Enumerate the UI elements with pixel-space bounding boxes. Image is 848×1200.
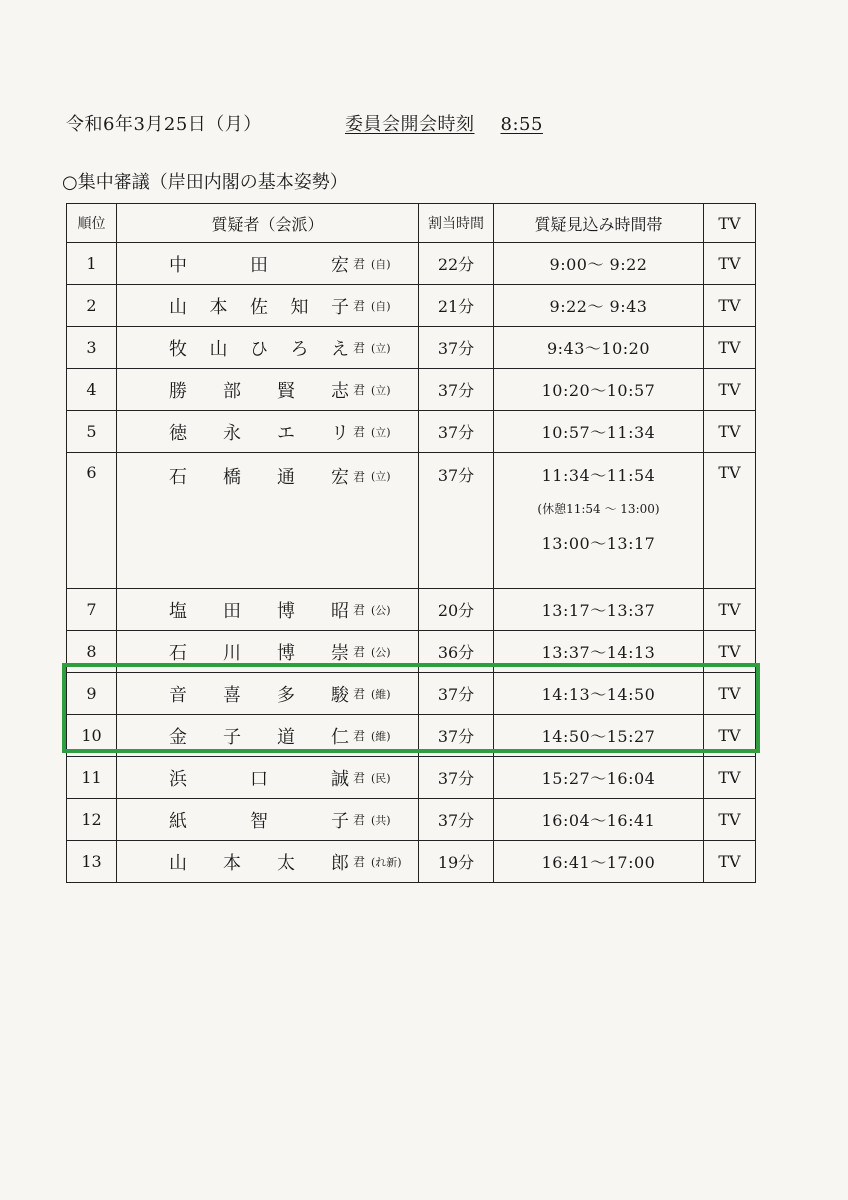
questioner-name: 牧山ひろえ [169, 338, 349, 360]
rank-cell: 11 [67, 757, 117, 799]
allocated-time-cell: 37分 [419, 369, 494, 411]
questioner-name: 紙智子 [169, 810, 349, 832]
time-slot-cell [494, 453, 704, 589]
time-slot: 16:41～17:00 [541, 853, 656, 872]
party-label: (維) [371, 687, 391, 701]
time-slot-cell [494, 243, 704, 285]
table-row [67, 673, 756, 715]
time-slot: 13:17～13:37 [541, 601, 656, 620]
questioner-cell [117, 757, 419, 799]
tv-cell: TV [704, 589, 756, 631]
honorific-suffix: 君 [353, 771, 366, 785]
questioner-cell [117, 369, 419, 411]
table-header-row [67, 204, 756, 243]
party-label: (立) [371, 383, 391, 397]
tv-cell: TV [704, 285, 756, 327]
opening-time-value: 8:55 [500, 114, 543, 135]
honorific-suffix: 君 [353, 729, 366, 743]
table-row [67, 841, 756, 883]
honorific-suffix: 君 [353, 425, 366, 439]
opening-time-line [345, 110, 543, 136]
column-header-rank: 順位 [67, 204, 117, 243]
honorific-suffix: 君 [353, 257, 366, 271]
party-label: (れ新) [371, 855, 402, 869]
honorific-suffix: 君 [353, 383, 366, 397]
time-slot: 9:22～ 9:43 [549, 297, 648, 316]
section-title: ○集中審議（岸田内閣の基本姿勢） [62, 172, 348, 193]
allocated-time-cell: 19分 [419, 841, 494, 883]
rank-cell: 1 [67, 243, 117, 285]
questioner-cell [117, 589, 419, 631]
tv-cell: TV [704, 369, 756, 411]
rank-cell: 12 [67, 799, 117, 841]
column-header-time-slot: 質疑見込み時間帯 [494, 204, 704, 243]
opening-time-label: 委員会開会時刻 [345, 114, 475, 135]
rank-cell: 5 [67, 411, 117, 453]
party-label: (民) [371, 771, 391, 785]
honorific-suffix: 君 [353, 603, 366, 617]
party-label: (公) [371, 645, 391, 659]
allocated-time-cell: 20分 [419, 589, 494, 631]
questioner-cell [117, 243, 419, 285]
rank-cell: 6 [67, 453, 117, 589]
questioner-name: 山本佐知子 [169, 296, 349, 318]
honorific-suffix: 君 [353, 855, 366, 869]
table-row [67, 453, 756, 589]
time-slot: 9:43～10:20 [546, 339, 651, 358]
rank-cell: 2 [67, 285, 117, 327]
questioner-name: 金子道仁 [169, 726, 349, 748]
questioner-cell [117, 631, 419, 673]
time-slot: 14:13～14:50 [541, 685, 656, 704]
recess-note: (休憩11:54 ～ 13:00) [537, 502, 660, 516]
questioner-cell [117, 841, 419, 883]
allocated-time-cell: 37分 [419, 327, 494, 369]
questioner-name: 音喜多駿 [169, 684, 349, 706]
time-slot-cell [494, 799, 704, 841]
questioner-name: 石橋通宏 [169, 467, 349, 488]
tv-cell: TV [704, 631, 756, 673]
questioner-cell [117, 799, 419, 841]
rank-cell: 13 [67, 841, 117, 883]
allocated-time-cell: 37分 [419, 757, 494, 799]
party-label: (公) [371, 603, 391, 617]
allocated-time-cell: 37分 [419, 411, 494, 453]
time-slot-cell [494, 285, 704, 327]
party-label: (立) [371, 425, 391, 439]
tv-cell: TV [704, 799, 756, 841]
time-slot-cell [494, 631, 704, 673]
honorific-suffix: 君 [353, 813, 366, 827]
questioner-name: 石川博崇 [169, 642, 349, 664]
time-slot: 9:00～ 9:22 [549, 255, 648, 274]
table-row [67, 411, 756, 453]
party-label: (自) [371, 257, 391, 271]
table-row [67, 327, 756, 369]
tv-cell: TV [704, 453, 756, 589]
questioner-name: 勝部賢志 [169, 380, 349, 402]
questioner-name: 徳永エリ [169, 422, 349, 444]
time-slot: 16:04～16:41 [541, 811, 656, 830]
honorific-suffix: 君 [353, 645, 366, 659]
table-row [67, 369, 756, 411]
time-slot-cell [494, 673, 704, 715]
rank-cell: 7 [67, 589, 117, 631]
tv-cell: TV [704, 715, 756, 757]
rank-cell: 8 [67, 631, 117, 673]
tv-cell: TV [704, 411, 756, 453]
time-slot: 11:34～11:54 [541, 466, 656, 485]
party-label: (立) [371, 470, 391, 483]
time-slot-cell [494, 327, 704, 369]
allocated-time-cell: 37分 [419, 715, 494, 757]
column-header-tv: TV [704, 204, 756, 243]
rank-cell: 3 [67, 327, 117, 369]
tv-cell: TV [704, 841, 756, 883]
time-slot-resume: 13:00～13:17 [541, 534, 656, 553]
column-header-questioner: 質疑者（会派） [117, 204, 419, 243]
table-body [67, 243, 756, 883]
time-slot-cell [494, 589, 704, 631]
questioner-cell [117, 327, 419, 369]
column-header-allocated-time: 割当時間 [419, 204, 494, 243]
questioner-name: 塩田博昭 [169, 600, 349, 622]
rank-cell: 9 [67, 673, 117, 715]
honorific-suffix: 君 [353, 299, 366, 313]
questioner-cell [117, 715, 419, 757]
tv-cell: TV [704, 327, 756, 369]
table-row [67, 757, 756, 799]
tv-cell: TV [704, 673, 756, 715]
questioner-cell [117, 285, 419, 327]
allocated-time-cell: 37分 [419, 673, 494, 715]
honorific-suffix: 君 [353, 341, 366, 355]
time-slot: 15:27～16:04 [541, 769, 656, 788]
time-slot: 14:50～15:27 [541, 727, 656, 746]
questioner-name: 浜口誠 [169, 768, 349, 790]
party-label: (維) [371, 729, 391, 743]
time-slot-cell [494, 841, 704, 883]
allocated-time-cell: 37分 [419, 799, 494, 841]
questioner-name: 山本太郎 [169, 852, 349, 874]
table-row [67, 285, 756, 327]
table-row [67, 243, 756, 285]
time-slot: 10:57～11:34 [541, 423, 656, 442]
table-row [67, 631, 756, 673]
schedule-table [66, 203, 756, 883]
party-label: (立) [371, 341, 391, 355]
rank-cell: 4 [67, 369, 117, 411]
time-slot-cell [494, 411, 704, 453]
party-label: (共) [371, 813, 391, 827]
honorific-suffix: 君 [353, 469, 366, 484]
allocated-time-cell: 22分 [419, 243, 494, 285]
allocated-time-cell: 21分 [419, 285, 494, 327]
party-label: (自) [371, 299, 391, 313]
questioner-cell [117, 453, 419, 589]
honorific-suffix: 君 [353, 687, 366, 701]
allocated-time-cell: 36分 [419, 631, 494, 673]
table-row [67, 589, 756, 631]
time-slot-cell [494, 757, 704, 799]
table-row [67, 799, 756, 841]
tv-cell: TV [704, 243, 756, 285]
time-slot-cell [494, 369, 704, 411]
questioner-cell [117, 673, 419, 715]
time-slot: 10:20～10:57 [541, 381, 656, 400]
allocated-time-cell: 37分 [419, 453, 494, 589]
rank-cell: 10 [67, 715, 117, 757]
tv-cell: TV [704, 757, 756, 799]
questioner-cell [117, 411, 419, 453]
meeting-date: 令和6年3月25日（月） [66, 114, 262, 135]
questioner-name: 中田宏 [169, 254, 349, 276]
time-slot: 13:37～14:13 [541, 643, 656, 662]
time-slot-cell [494, 715, 704, 757]
table-row [67, 715, 756, 757]
